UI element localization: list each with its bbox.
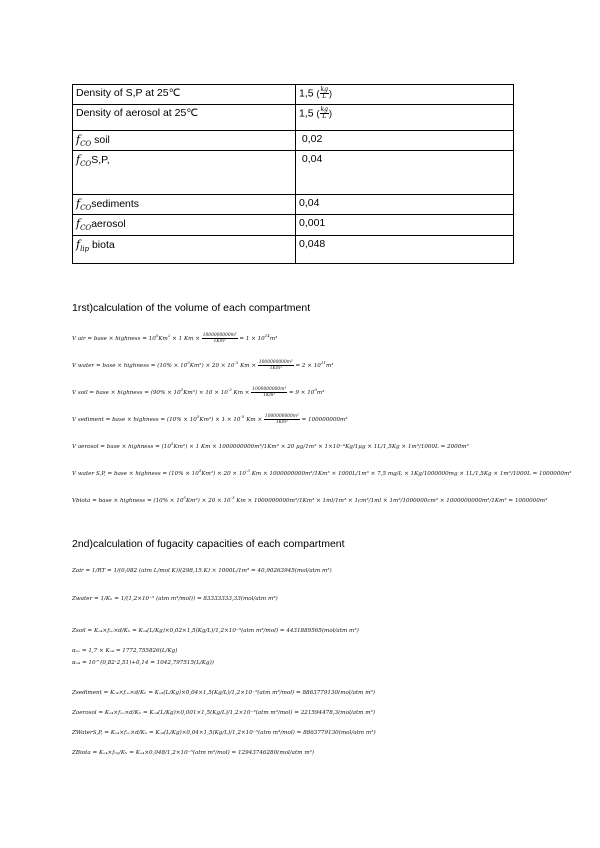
section-heading-volume: 1rst)calculation of the volume of each compartment: [72, 302, 311, 314]
table-cell-label: $f_{CO}$ soil: [73, 131, 296, 151]
table-row: [73, 105, 514, 131]
equation-z-water-sp: ZWaterS,P, = Kₒ₄×fₒₒ×d/Kₕ = Kₒ₄(L/Kg)×0,04×1,5(Kg/L)/1,2×10⁻⁵(atm m³/mol) = 8863779130(mol/atm m³): [72, 730, 376, 736]
equation-v-soil: V soil = base × highness = $(90\% \times 10^5Km^2) \times 10 \times 10^{-5}$ Km × $\frac{\text{1000000000m³}}{\text{1Km³}}$ = $9 \times 10^9m^3$: [72, 387, 325, 398]
equation-z-biota: ZBiota = Kₒ₄×fₗᵢₚ/Kₕ = Kₒ₄×0,048/1,2×10⁻⁵(atm m³/mol) = 12943746280(mol/atm m³): [72, 750, 315, 756]
table-cell-label: $f_{CO}aerosol$: [73, 215, 296, 235]
section-heading-fugacity: 2nd)calculation of fugacity capacities of each compartment: [72, 538, 345, 550]
equation-v-sediment: V sediment = base × highness = $(10\% \times 10^5Km^2) \times 1 \times 10^{-5}$ Km × $\frac{\text{1000000000m³}}{\text{1Km³}}$ = 100000000m³: [72, 414, 348, 425]
table-row: [73, 195, 514, 215]
table-row: [73, 151, 514, 195]
equation-v-water: V water = base × highness = $(10\% \times 10^5Km^2) \times 20 \times 10^{-3}$ Km × $\frac{\text{1000000000m³}}{\text{1Km³}}$ = $2 \times 10^{11}m^3$: [72, 360, 334, 371]
table-row: [73, 131, 514, 151]
equation-z-air: Zair = 1/RT = 1/(0,082 (atm L/mol K))(298,15 K) × 1000L/1m³ = 40,90263945(mol/atm m³): [72, 568, 332, 574]
equation-z-soil: Zsoil = Kₒ₄×fₒₒ×d/Kₕ = Kₒ₄(L/Kg)×0,02×1,5(Kg/L)/1,2×10⁻⁵(atm m³/mol) = 4431889565(mol/atm m³): [72, 628, 359, 634]
table-cell-label: Density of S,P at 25℃: [73, 85, 296, 105]
table-cell-value: 0,02: [296, 131, 514, 151]
table-cell-label: Density of aerosol at 25℃: [73, 105, 296, 131]
equation-v-biota: Vbiota = base × highness = $(10\% \times 10^5Km^2) \times 20 \times 10^{-3}$ Km × 1000000000m³/1Km³ × 1ml/1m³ × 1cm³/1ml × 1m³/1000000cm³ × 1000000000m³/1Km³ = 1000000m³: [72, 495, 548, 504]
table-cell-value: 1,5 ( $\frac{kg}{L}$ ): [296, 105, 514, 131]
table-cell-label: $f_{CO}S,P$,: [73, 151, 296, 195]
equation-v-aerosol: V aerosol = base × highness = $(10^5Km^2) \times 1$ Km × 1000000000m³/1Km³ × 20 μg/1m³ × 1×10⁻⁹Kg/1μg × 1L/1,5Kg × 1m³/1000L = 2000m³: [72, 441, 469, 450]
table-cell-value: 0,048: [296, 235, 514, 263]
table-cell-value: 1,5 ( $\frac{kg}{L}$ ): [296, 85, 514, 105]
equation-z-aerosol: Zaerosol = Kₒ₄×fₒₒ×d/Kₕ = Kₒ₄(L/Kg)×0,001×1,5(Kg/L)/1,2×10⁻⁵(atm m³/mol) = 221594478,3(mol/atm m³): [72, 710, 376, 716]
table-cell-value: 0,04: [296, 151, 514, 195]
equation-alpha-ow: αₒ₄ = 10^(0,82·2,51)+0,14 = 1042,797515(L/Kg)): [72, 660, 214, 666]
equation-z-sediment: Zsediment = Kₒ₄×fₒₒ×d/Kₕ = Kₒ₄(L/Kg)×0,04×1,5(Kg/L)/1,2×10⁻⁵(atm m³/mol) = 8863779130(mol/atm m³): [72, 690, 375, 696]
equation-z-water: Zwater = 1/Kₕ = 1/(1,2×10⁻⁵ (atm m³/mol)) = 83333333,33(mol/atm m³): [72, 596, 278, 602]
equation-v-air: V air = base × highness = $10^5Km^2 \times 1$ Km × $\frac{\text{1000000000m³}}{\text{1Km³}}$ = $1 \times 10^{14}m^3$: [72, 333, 278, 344]
table-row: [73, 215, 514, 235]
table-cell-label: $f_{CO}sediments$: [73, 195, 296, 215]
equation-alpha-co: αₒₒ = 1,7 × Kₒ₄ = 1772,755826(L/Kg): [72, 648, 178, 654]
table-cell-value: 0,04: [296, 195, 514, 215]
table-row: [73, 235, 514, 263]
table-cell-label: $f_{lip}$ biota: [73, 235, 296, 263]
table-cell-value: 0,001: [296, 215, 514, 235]
table-row: [73, 85, 514, 105]
equation-v-water-sp: V water S,P, = base × highness = $(10\% \times 10^5Km^2) \times 20 \times 10^{-3}$ Km × 1000000000m³/1Km³ × 1000L/1m³ × 7,5 mg/L × 1Kg/1000000mg × 1L/1,5Kg × 1m³/1000L = 1000000m³: [72, 468, 572, 477]
properties-table: [72, 84, 514, 264]
